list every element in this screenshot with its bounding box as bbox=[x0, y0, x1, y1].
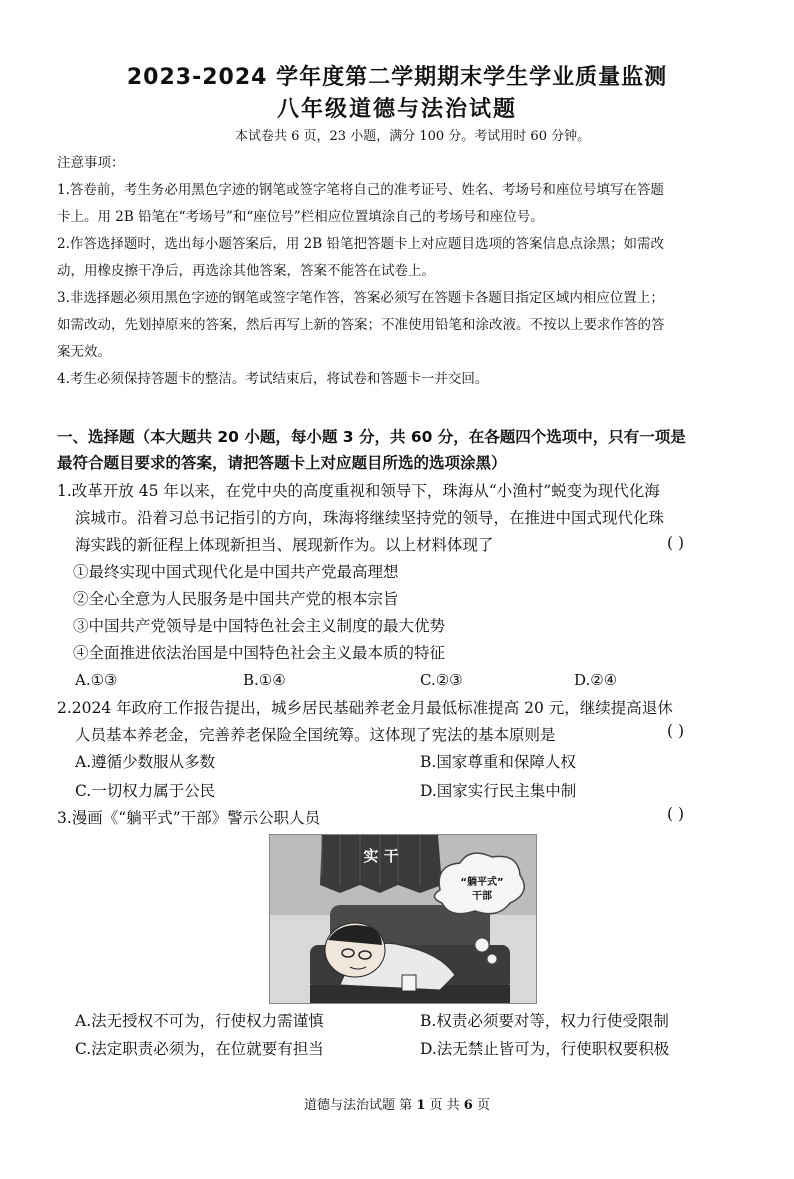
exam-subtitle: 八年级道德与法治试题 bbox=[276, 97, 517, 122]
notes-line: 3.非选择题必须用黑色字迹的钢笔或签字笔作答，答案必须写在答题卡各题目指定区域内相应位置上； bbox=[57, 290, 664, 306]
option-b: B.国家尊重和保障人权 bbox=[420, 753, 576, 771]
question-1-statements bbox=[73, 559, 445, 667]
section-heading-line: 最符合题目要求的答案，请把答题卡上对应题目所选的选项涂黑） bbox=[57, 454, 507, 472]
footer-page-number: 1 bbox=[416, 1098, 426, 1113]
option-c: C.一切权力属于公民 bbox=[75, 782, 216, 800]
answer-paren-q1: ( ) bbox=[667, 534, 685, 552]
option-c: C.法定职责必须为，在位就要有担当 bbox=[75, 1040, 324, 1058]
notes-line: 2.作答选择题时，选出每小题答案后，用 2B 铅笔把答题卡上对应题目选项的答案信息点涂黑；如需改 bbox=[57, 236, 664, 252]
cartoon-banner: 实 干 bbox=[363, 847, 399, 865]
notes-line: 4.考生必须保持答题卡的整洁。考试结束后，将试卷和答题卡一并交回。 bbox=[57, 371, 489, 387]
option-b: B.权责必须要对等，权力行使受限制 bbox=[420, 1012, 669, 1030]
cartoon-bubble-line2: 干部 bbox=[472, 891, 492, 902]
question-2-line: 人员基本养老金，完善养老保险全国统筹。这体现了宪法的基本原则是 bbox=[75, 726, 556, 744]
answer-paren-q3: ( ) bbox=[667, 805, 685, 823]
question-1-line: 滨城市。沿着习总书记指引的方向，珠海将继续坚持党的领导，在推进中国式现代化珠 bbox=[75, 509, 665, 527]
notes-line: 案无效。 bbox=[57, 344, 111, 360]
question-3-options bbox=[0, 1009, 794, 1069]
option-a: A.遵循少数服从多数 bbox=[75, 753, 216, 771]
section-heading bbox=[57, 424, 747, 476]
statement-3: ③中国共产党领导是中国特色社会主义制度的最大优势 bbox=[73, 617, 446, 635]
answer-paren-q2: ( ) bbox=[667, 722, 685, 740]
option-b: B.①④ bbox=[243, 671, 286, 689]
option-a: A.①③ bbox=[75, 671, 118, 689]
question-2-options bbox=[0, 750, 794, 810]
notes-line: 卡上。用 2B 铅笔在“考场号”和“座位号”栏相应位置填涂自己的考场号和座位号。 bbox=[57, 209, 544, 225]
question-2 bbox=[57, 695, 673, 749]
question-3-stem: 3.漫画《“躺平式”干部》警示公职人员 bbox=[57, 809, 321, 827]
page-footer bbox=[0, 1094, 794, 1113]
footer-suffix: 页 bbox=[472, 1098, 490, 1113]
statement-4: ④全面推进依法治国是中国特色社会主义最本质的特征 bbox=[73, 644, 446, 662]
option-d: D.②④ bbox=[574, 671, 618, 689]
option-d: D.国家实行民主集中制 bbox=[420, 782, 577, 800]
cartoon-bubble-line1: “躺平式” bbox=[460, 877, 504, 888]
notes-line: 1.答卷前，考生务必用黑色字迹的钢笔或签字笔将自己的准考证号、姓名、考场号和座位号填写在答题 bbox=[57, 182, 664, 198]
option-d: D.法无禁止皆可为，行使职权要积极 bbox=[420, 1040, 670, 1058]
exam-title: 2023-2024 学年度第二学期期末学生学业质量监测 bbox=[126, 65, 668, 90]
statement-2: ②全心全意为人民服务是中国共产党的根本宗旨 bbox=[73, 590, 399, 608]
question-2-line: 2.2024 年政府工作报告提出，城乡居民基础养老金月最低标准提高 20 元，继续提高退休 bbox=[57, 699, 673, 717]
option-c: C.②③ bbox=[420, 671, 463, 689]
exam-info: 本试卷共 6 页，23 小题，满分 100 分。考试用时 60 分钟。 bbox=[235, 129, 591, 144]
section-heading-line: 一、选择题（本大题共 20 小题，每小题 3 分，共 60 分，在各题四个选项中，只有一项是 bbox=[57, 428, 686, 446]
footer-mid: 页 共 bbox=[425, 1098, 464, 1113]
notes-line: 如需改动，先划掉原来的答案，然后再写上新的答案；不准使用铅笔和涂改液。不按以上要求作答的答 bbox=[57, 317, 665, 333]
notes-block bbox=[57, 150, 747, 393]
footer-total-pages: 6 bbox=[463, 1098, 473, 1113]
option-a: A.法无授权不可为，行使权力需谨慎 bbox=[75, 1012, 324, 1030]
question-1-line: 海实践的新征程上体现新担当、展现新作为。以上材料体现了 bbox=[75, 536, 494, 554]
question-1 bbox=[57, 478, 664, 559]
footer-prefix: 道德与法治试题 第 bbox=[304, 1098, 417, 1113]
notes-heading: 注意事项： bbox=[57, 155, 125, 171]
statement-1: ①最终实现中国式现代化是中国共产党最高理想 bbox=[73, 563, 399, 581]
cartoon-image bbox=[269, 834, 537, 1004]
question-1-line: 1.改革开放 45 年以来，在党中央的高度重视和领导下，珠海从“小渔村”蜕变为现代化海 bbox=[57, 482, 660, 500]
notes-line: 动，用橡皮擦干净后，再选涂其他答案，答案不能答在试卷上。 bbox=[57, 263, 435, 279]
